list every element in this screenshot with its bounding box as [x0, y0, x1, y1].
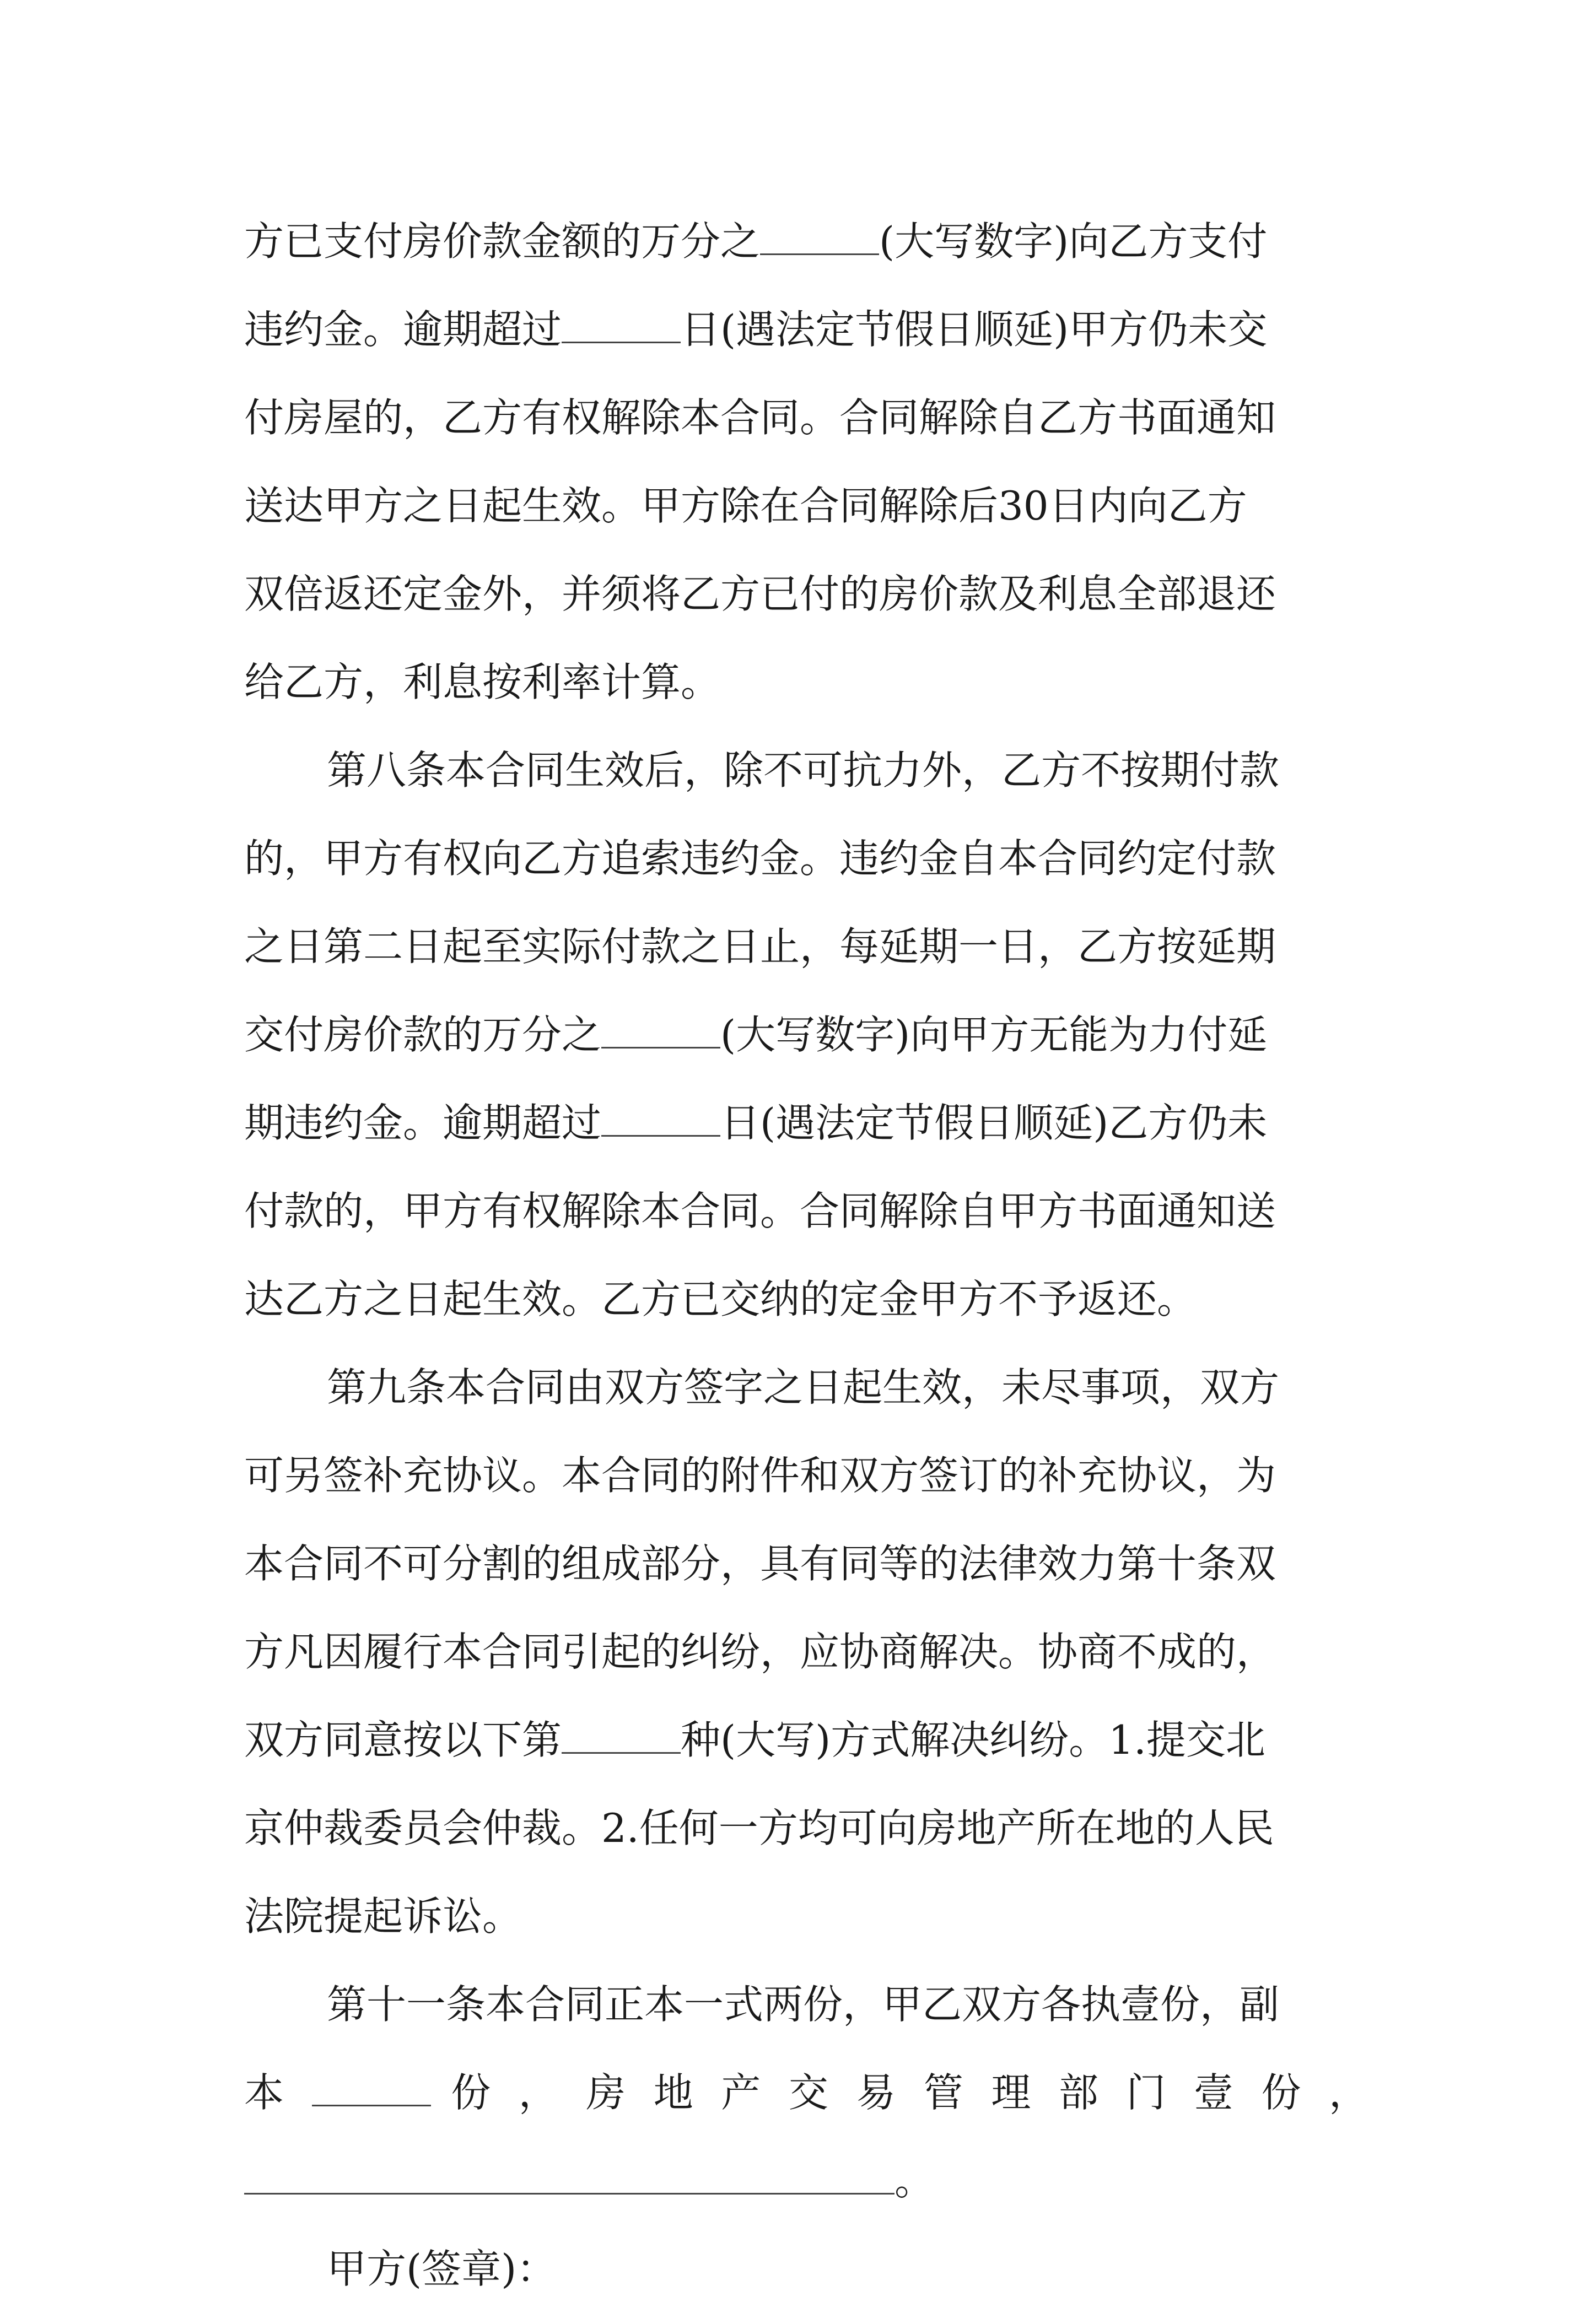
text-line: 之日第二日起至实际付款之日止，每延期一日，乙方按延期 [244, 923, 1276, 970]
text-line [244, 2148, 1368, 2236]
text-line [244, 208, 1368, 296]
text-span: 违约金。逾期超过 [244, 306, 562, 353]
text-line: 京仲裁委员会仲裁。2.任何一方均可向房地产所在地的人民 [244, 1805, 1274, 1851]
text-span: 方已支付房价款金额的万分之 [244, 218, 761, 264]
fill-in-blank [760, 212, 879, 255]
text-line: 第八条本合同生效后，除不可抗力外，乙方不按期付款 [327, 747, 1280, 793]
text-line: 本合同不可分割的组成部分，具有同等的法律效力第十条双 [244, 1541, 1276, 1587]
text-line [244, 1707, 1368, 1795]
text-span: (大写数字)向乙方支付 [879, 218, 1268, 264]
text-line: 达乙方之日起生效。乙方已交纳的定金甲方不予返还。 [244, 1276, 1197, 1322]
text-line [244, 1002, 1368, 1090]
text-line: 双倍返还定金外，并须将乙方已付的房价款及利息全部退还 [244, 571, 1276, 617]
text-span: 份 ， 房 地 产 交 易 管 理 部 门 壹 份 ， [451, 2069, 1368, 2116]
text-line: 可另签补充协议。本合同的附件和双方签订的补充协议，为 [244, 1452, 1276, 1499]
text-span: 种(大写)方式解决纠纷。1.提交北 [681, 1717, 1265, 1763]
text-span: 本 [244, 2069, 292, 2116]
text-span: 日(遇法定节假日顺延)乙方仍未 [720, 1100, 1268, 1146]
text-span: 日(遇法定节假日顺延)甲方仍未交 [681, 306, 1268, 353]
signature-line: 甲方(签章)： [327, 2246, 557, 2292]
fill-in-blank [244, 2151, 895, 2195]
text-line [244, 1090, 1368, 1178]
text-span: 交付房价款的万分之 [244, 1012, 602, 1058]
text-span: 期违约金。逾期超过 [244, 1100, 602, 1146]
text-span: 。 [895, 2158, 935, 2204]
fill-in-blank [312, 2063, 431, 2106]
text-line: 付房屋的，乙方有权解除本合同。合同解除自乙方书面通知 [244, 394, 1276, 441]
text-line: 第十一条本合同正本一式两份，甲乙双方各执壹份，副 [327, 1981, 1280, 2028]
text-line: 送达甲方之日起生效。甲方除在合同解除后30日内向乙方 [244, 483, 1247, 529]
text-line: 付款的，甲方有权解除本合同。合同解除自甲方书面通知送 [244, 1188, 1276, 1234]
text-line: 给乙方，利息按利率计算。 [244, 659, 721, 705]
fill-in-blank [562, 1710, 681, 1754]
text-line: 第九条本合同由双方签字之日起生效，未尽事项，双方 [327, 1364, 1280, 1410]
document-body [244, 208, 1368, 2324]
text-line [244, 296, 1368, 385]
text-line [244, 2060, 1368, 2148]
text-span: 双方同意按以下第 [244, 1717, 562, 1763]
text-line: 方凡因履行本合同引起的纠纷，应协商解决。协商不成的， [244, 1629, 1276, 1675]
text-line: 的，甲方有权向乙方追索违约金。违约金自本合同约定付款 [244, 835, 1276, 882]
fill-in-blank [601, 1093, 720, 1137]
fill-in-blank [601, 1005, 720, 1048]
text-line: 法院提起诉讼。 [244, 1893, 522, 1939]
text-span: (大写数字)向甲方无能为力付延 [720, 1012, 1268, 1058]
fill-in-blank [562, 300, 681, 343]
